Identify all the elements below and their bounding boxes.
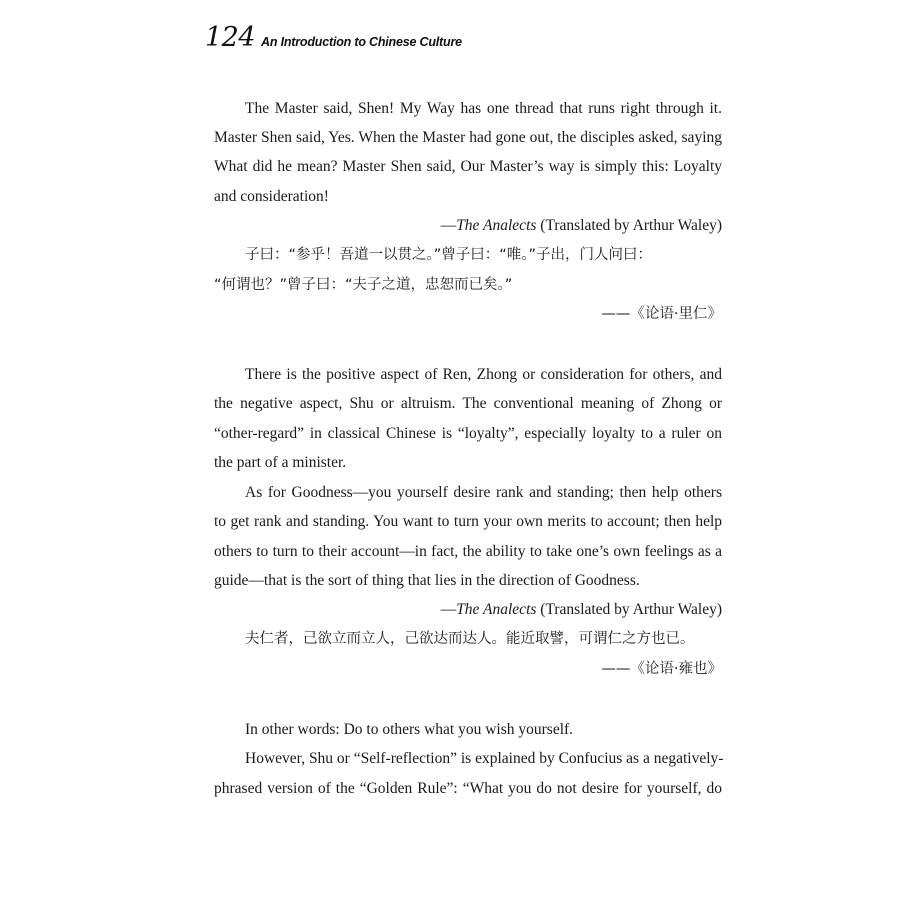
paragraph-line: “other-regard” in classical Chinese is “loyalty”, especially loyalty to a ruler on	[214, 425, 722, 442]
paragraph-line: the negative aspect, Shu or altruism. The conventional meaning of Zhong or	[214, 395, 722, 412]
citation	[441, 601, 722, 619]
paragraph-line: Master Shen said, Yes. When the Master had gone out, the disciples asked, saying	[214, 129, 722, 146]
citation-dash: —	[440, 601, 457, 618]
citation-work: The Analects	[456, 601, 537, 618]
paragraph-line: The Master said, Shen! My Way has one thread that runs right through it.	[245, 100, 722, 117]
paragraph-line: What did he mean? Master Shen said, Our Master’s way is simply this: Loyalty	[214, 158, 722, 175]
citation-translator: (Translated by Arthur Waley)	[536, 601, 722, 618]
paragraph-line: There is the positive aspect of Ren, Zhong or consideration for others, and	[245, 366, 722, 383]
chinese-source: ——《论语·雍也》	[601, 661, 722, 677]
chinese-quote-line: 子曰：“参乎！吾道一以贯之。”曾子曰：“唯。”子出，门人问曰：	[245, 247, 653, 263]
running-header	[205, 22, 462, 53]
paragraph-line: In other words: Do to others what you wish yourself.	[245, 721, 574, 738]
citation-translator: (Translated by Arthur Waley)	[536, 217, 722, 234]
citation-dash: —	[440, 217, 457, 234]
paragraph-line: others to turn to their account—in fact, the ability to take one’s own feelings as a	[214, 543, 722, 560]
book-title: An Introduction to Chinese Culture	[261, 35, 462, 49]
paragraph-line: the part of a minister.	[214, 454, 347, 471]
citation-work: The Analects	[456, 217, 537, 234]
paragraph-line: phrased version of the “Golden Rule”: “What you do not desire for yourself, do	[214, 780, 722, 797]
chinese-quote-line: “何谓也？”曾子曰：“夫子之道，忠恕而已矣。”	[214, 277, 513, 293]
paragraph-line: and consideration!	[214, 188, 329, 205]
paragraph-line: However, Shu or “Self-reflection” is explained by Confucius as a negatively-	[245, 750, 724, 767]
paragraph-line: As for Goodness—you yourself desire rank and standing; then help others	[245, 484, 722, 501]
chinese-quote-line: 夫仁者，己欲立而立人，己欲达而达人。能近取譬，可谓仁之方也已。	[245, 631, 695, 647]
paragraph-line: guide—that is the sort of thing that lies in the direction of Goodness.	[214, 572, 640, 589]
citation	[441, 217, 722, 235]
paragraph-line: to get rank and standing. You want to turn your own merits to account; then help	[214, 513, 722, 530]
page-number: 124	[205, 22, 256, 53]
chinese-source: ——《论语·里仁》	[601, 306, 722, 322]
